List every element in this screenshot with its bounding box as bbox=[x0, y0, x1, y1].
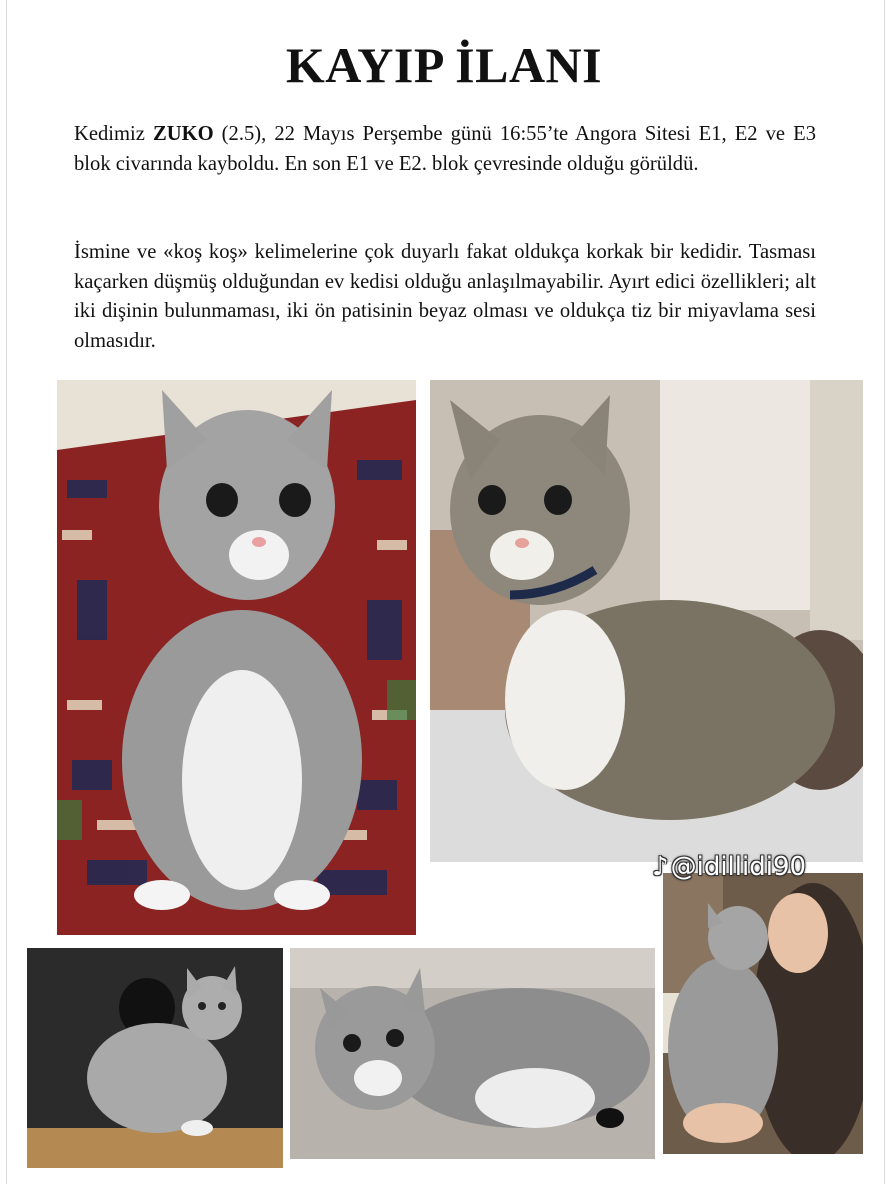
page-edge-left bbox=[6, 0, 7, 1184]
watermark-handle: @idillidi90 bbox=[670, 852, 807, 882]
paragraph-1-details: (2.5), 22 Mayıs Perşembe günü 16:55’te Angora Sitesi E1, E2 ve E3 blok civarında kayboldu. En son E1 ve E2. blok çevresinde olduğu görüldü. bbox=[74, 123, 816, 175]
cat-name: ZUKO bbox=[152, 123, 214, 145]
tiktok-watermark bbox=[652, 852, 806, 888]
photo-cat-on-shelf bbox=[27, 948, 283, 1168]
description-paragraph-2: İsmine ve «koş koş» kelimelerine çok duyarlı fakat oldukça korkak bir kedidir. Tasması kaçarken düşmüş olduğundan ev kedisi olduğu anlaşılmayabilir. Ayırt edici özellikleri; alt iki dişinin bulunmaması, iki ön patisinin beyaz olması ve oldukça tiz bir miyavlama sesi olmasıdır. bbox=[74, 241, 816, 352]
tiktok-note-icon: ♪ bbox=[652, 852, 669, 882]
photo-cat-on-rug bbox=[57, 380, 416, 935]
photo-cat-on-bed-collar bbox=[430, 380, 863, 862]
description-paragraph-1 bbox=[74, 120, 816, 179]
photo-cat-with-woman bbox=[663, 873, 863, 1154]
photo-cat-lying-couch bbox=[290, 948, 655, 1159]
page-edge-right bbox=[884, 0, 885, 1184]
paragraph-1-intro: Kedimiz bbox=[74, 123, 153, 145]
page-title: KAYIP İLANI bbox=[285, 37, 603, 93]
